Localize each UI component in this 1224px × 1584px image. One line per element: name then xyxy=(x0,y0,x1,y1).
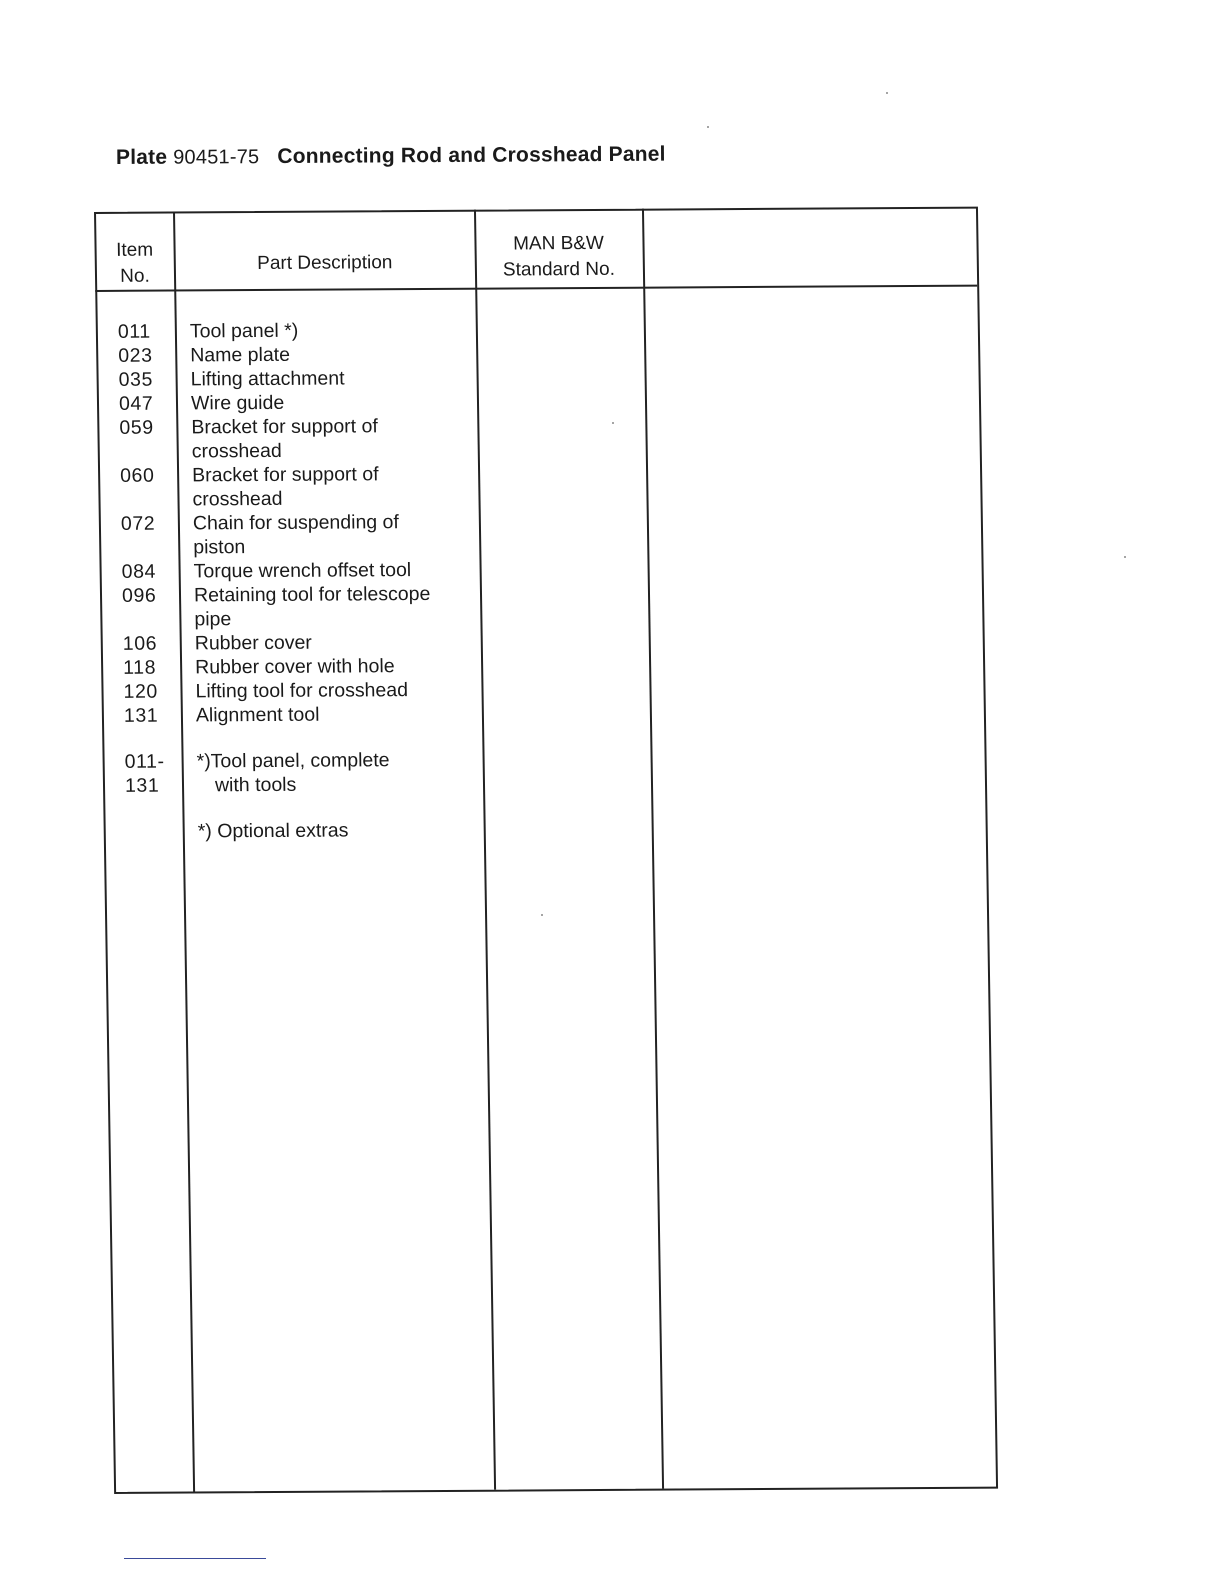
item-number: 084 xyxy=(121,560,157,583)
column-header-description: Part Description xyxy=(257,252,393,275)
part-description: Tool panel *) xyxy=(189,319,299,343)
table-row xyxy=(96,341,516,368)
item-number: 120 xyxy=(123,680,159,703)
item-number: 131 xyxy=(123,704,159,727)
part-description: Retaining tool for telescope pipe xyxy=(193,582,431,631)
part-description: Lifting attachment xyxy=(190,367,345,391)
table-row xyxy=(96,365,516,392)
part-description: Torque wrench offset tool xyxy=(193,559,412,583)
item-number: 106 xyxy=(122,632,158,655)
footnote-row xyxy=(104,817,524,844)
column-header-item: Item No. xyxy=(115,239,154,287)
table-row xyxy=(101,653,521,680)
scan-speck xyxy=(886,92,888,94)
item-number: 011 xyxy=(117,320,151,343)
part-description: Rubber cover with hole xyxy=(194,655,395,679)
table-row xyxy=(99,557,519,584)
part-description: Bracket for support of crosshead xyxy=(191,463,379,511)
table-row xyxy=(101,677,521,704)
item-number: 118 xyxy=(122,656,157,679)
scan-speck xyxy=(541,914,543,916)
scan-speck xyxy=(707,126,709,128)
plate-name: Connecting Rod and Crosshead Panel xyxy=(277,142,666,169)
part-description: Bracket for support of crosshead xyxy=(191,415,378,463)
column-header-standard-no: MAN B&W Standard No. xyxy=(502,232,616,281)
item-number: 072 xyxy=(120,512,156,535)
table-row xyxy=(97,413,518,464)
footnote: *) Optional extras xyxy=(197,819,349,843)
table-row xyxy=(99,509,520,560)
table-row xyxy=(98,461,519,512)
part-description: Alignment tool xyxy=(195,703,320,727)
table-row xyxy=(101,629,521,656)
part-description: Lifting tool for crosshead xyxy=(195,679,409,703)
part-description: Chain for suspending of piston xyxy=(192,511,400,559)
item-number: 060 xyxy=(119,464,155,487)
item-number: 059 xyxy=(119,416,154,439)
page-title xyxy=(116,143,666,170)
item-number: 023 xyxy=(118,344,153,367)
part-description: *)Tool panel, complete with tools xyxy=(196,749,390,797)
plate-number: 90451-75 xyxy=(173,146,260,169)
table-row xyxy=(102,701,522,728)
part-description: Name plate xyxy=(190,343,291,367)
scan-speck xyxy=(1124,556,1126,558)
table-row xyxy=(100,581,521,632)
part-description: Wire guide xyxy=(190,391,285,415)
table-body xyxy=(96,317,524,844)
parts-table xyxy=(94,207,996,1492)
table-row-complete-set xyxy=(102,747,523,798)
item-number: 035 xyxy=(118,368,154,391)
item-number-range: 011- 131 xyxy=(124,750,165,797)
item-number: 096 xyxy=(121,584,157,607)
item-number: 047 xyxy=(118,392,154,415)
table-row xyxy=(96,317,516,344)
plate-label: Plate xyxy=(115,145,168,169)
scan-speck xyxy=(612,422,614,424)
table-row xyxy=(97,389,517,416)
part-description: Rubber cover xyxy=(194,631,313,655)
footer-rule xyxy=(124,1558,266,1559)
